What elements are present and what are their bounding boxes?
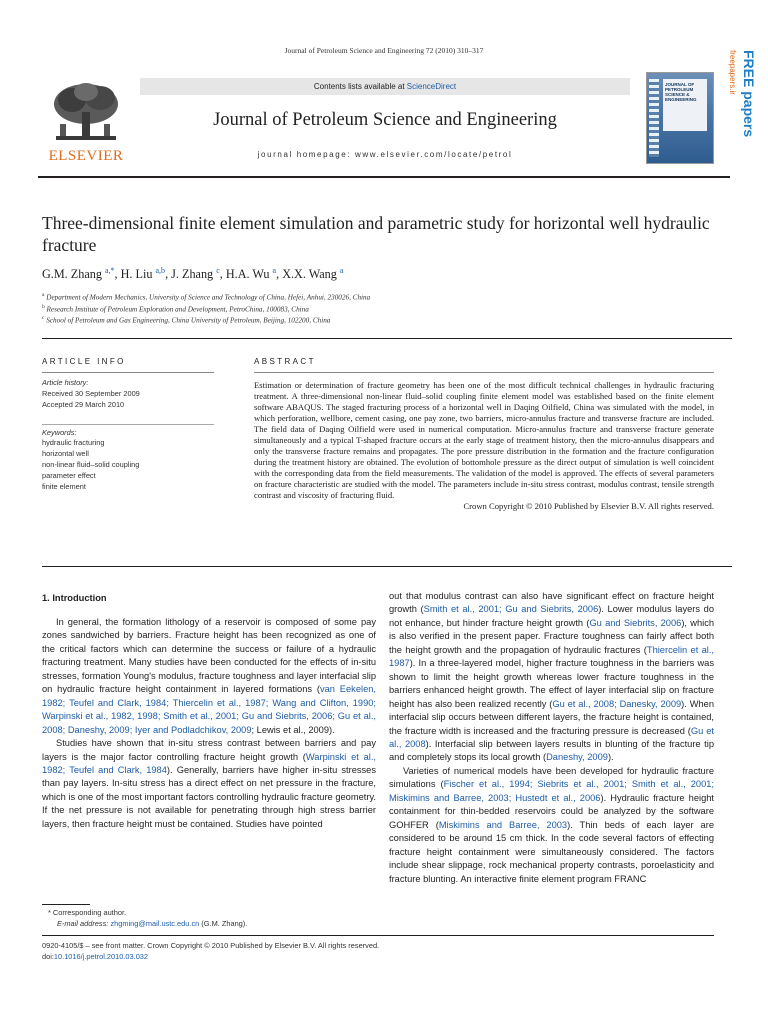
freepapers-sub-text: freepapers.ir [728, 50, 737, 95]
keywords-label: Keywords: [42, 428, 77, 437]
citation-link[interactable]: Fischer et al., 1994; Siebrits et al., 2001; Smith et al., 2001; Miskimins and Barree, 2003; Hustedt et al., 2006 [389, 779, 714, 803]
cover-title-panel [663, 79, 707, 131]
affiliation: $^c$ School of Petroleum and Gas Engineering, China University of Petroleum, Beijing, 102200, China [42, 315, 331, 325]
sciencedirect-link[interactable]: ScienceDirect [406, 82, 457, 91]
author-affil-marker[interactable]: a [339, 266, 344, 275]
bottom-rule [42, 935, 714, 936]
citation-link[interactable]: Miskimins and Barree, 2003 [438, 819, 568, 830]
keyword: non-linear fluid–solid coupling [42, 460, 140, 469]
author-affil-marker[interactable]: a,b [155, 266, 166, 275]
journal-cover-thumbnail[interactable] [646, 72, 714, 164]
cover-title-text: JOURNAL OF PETROLEUM SCIENCE & ENGINEERING [665, 82, 697, 102]
author-affil-marker[interactable]: c [216, 266, 220, 275]
citation-link[interactable]: Daneshy, 2009 [546, 752, 608, 763]
received-date: Received 30 September 2009 [42, 389, 140, 398]
body-paragraph: Studies have shown that in-situ stress contrast between barriers and pay layers is the major factor controlling fracture height growth (Warpinski et al., 1982; Teufel and Clark, 1984). Generally, barriers have higher in-situ stresses than pay layers. In-situ stress has a direct effect on net pressure in the fracture, which is one of the most important factors controlling hydraulic fracture geometry. If the net pressure is not available for penetrating through high stress barrier layers, then fracture height must be contained. Studies have pointed [42, 738, 376, 829]
doi-line: doi:10.1016/j.petrol.2010.03.032 [42, 952, 149, 961]
keyword: finite element [42, 482, 86, 491]
author-name[interactable]: X.X. Wang [282, 267, 337, 282]
masthead-rule [38, 176, 730, 178]
keywords-rule [42, 424, 214, 425]
affiliation: $^b$ Research Institute of Petroleum Exploration and Development, PetroChina, 100083, China [42, 304, 309, 314]
body-paragraph: Varieties of numerical models have been developed for hydraulic fracture simulations (Fischer et al., 1994; Siebrits et al., 2001; Smith et al., 2001; Miskimins and Barree, 2003; Hustedt et al., 2006). Hydraulic fracture height containment for thin-bedded reservoirs could be analyzed by the software GOHFER (Miskimins and Barree, 2003). Thin beds of each layer are considered to be around 15 cm thick. In the code several factors of effecting fracture height containment were simultaneously considered. The factors include shear slippage, rock mechanical property contrasts, poroelasticity and fracture blunting. An interactive finite element program FRANC [389, 765, 714, 884]
citation-link[interactable]: Gu et al., 2008; Danesky, 2009 [552, 698, 682, 709]
issn-line: 0920-4105/$ – see front matter. Crown Copyright © 2010 Published by Elsevier B.V. All rights reserved. [42, 941, 380, 950]
contents-prefix: Contents lists available at [313, 82, 407, 91]
keyword: hydraulic fracturing [42, 438, 105, 447]
elsevier-logo[interactable] [38, 78, 134, 173]
email-note: E-mail address: zhgming@mail.ustc.edu.cn (G.M. Zhang). [57, 919, 248, 928]
author-name[interactable]: H.A. Wu [225, 267, 270, 282]
body-paragraph: out that modulus contrast can also have significant effect on fracture height growth (Smith et al., 2001; Gu and Siebrits, 2006). Lower modulus layers do not enhance, but hinder fracture height growth (Gu and Siebrits, 2006), which is also verified in the present paper. Fracture toughness can fairly affect both the height growth and the propagation of hydraulic fractures (Thiercelin et al., 1987). In a three-layered model, higher fracture toughness in the barriers was shown to limit the height growth whereas lower fracture toughness in the barriers enhanced height growth. The effect of layer interfacial slip on fracture height has also been realized recently (Gu et al., 2008; Danesky, 2009). When interfacial slip occurs between different layers, the fracture height is contained, the fracture width is increased and the fracturing pressure is decreased (Gu et al., 2008). Interfacial slip between layers results in blunting of the fracture tip and completely stops its local growth (Daneshy, 2009). [389, 591, 715, 763]
body-column-left [42, 616, 376, 831]
keyword: parameter effect [42, 471, 96, 480]
abstract-bottom-rule [42, 566, 732, 567]
body-column-right [389, 590, 714, 886]
affiliation: $^a$ Department of Modern Mechanics, University of Science and Technology of China, Hefei, Anhui, 230026, China [42, 292, 371, 302]
citation-link[interactable]: van Eekelen, 1982; Teufel and Clark, 1984; Thiercelin et al., 1987; Wang and Clifton, 1990; Warpinski et al., 1982, 1998; Smith et al., 2001; Gu and Siebrits, 2006; Gu et al., 2008; Daneshy, 2009; Iyer and Podladchikov, 2009 [42, 684, 376, 735]
article-history-label: Article history: [42, 378, 89, 387]
abstract-rule [254, 372, 714, 373]
introduction-heading: 1. Introduction [42, 593, 107, 603]
abstract-text: Estimation or determination of fracture geometry has been one of the most difficult technical challenges in hydraulic fracturing treatment. A three-dimensional non-linear fluid–solid coupling finite element model was established based on the finite element software ABAQUS. The staged fracturing process of a horizontal well in Daqing Oilfield, China was simulated with the model, in which perforation, wellbore, cement casing, one pay zone, two barriers, micro-annulus fracture and transverse fracture are included. The field data of Daqing Oilfield were used in numerical computation. Micro-annulus fracture and transverse fracture generate simultaneously and a typical T-shaped fracture occurs at the early stage of treatment history, then the micro-annulus disappears and only the transverse fracture remains and propagates. The pore pressure distribution in the formation and the fracture configuration during the treatment history are obtained. The evolution of bottomhole pressure as the direct output of simulation is well coincident with the corresponding data from the field measurements. The validation of the model is approved. The effects of several parameters on fracture characteristic are studied with the model. The parameters include in-situ stress contrast, modulus contrast, tensile strength contrast and viscosity of fracturing fluid. [254, 380, 714, 500]
article-info-heading: ARTICLE INFO [42, 357, 126, 366]
journal-homepage[interactable]: journal homepage: www.elsevier.com/locate/petrol [257, 150, 513, 159]
section-rule [42, 338, 732, 339]
author-affil-marker[interactable]: a,* [104, 266, 115, 275]
elsevier-wordmark: ELSEVIER [48, 148, 124, 164]
journal-title: Journal of Petroleum Science and Engineering [213, 110, 557, 130]
paper-title: Three-dimensional finite element simulation and parametric study for horizontal well hydraulic fracture [42, 213, 710, 255]
abstract-heading: ABSTRACT [254, 357, 316, 366]
email-link[interactable]: zhgming@mail.ustc.edu.cn [110, 919, 200, 928]
masthead [38, 78, 632, 173]
journal-citation-line: Journal of Petroleum Science and Engineering 72 (2010) 310–317 [284, 46, 484, 55]
body-paragraph: In general, the formation lithology of a reservoir is composed of some pay zones sandwiched by barriers. Fracture height has been recognized as one of the critical factors which can determine the success or failure of a hydraulic fracturing treatment. Many studies have been conducted for the effects of in-situ stresses, formation Young's modulus, fracture toughness and layer interfacial slip on hydraulic fracture height containment in layered formations (van Eekelen, 1982; Teufel and Clark, 1984; Thiercelin et al., 1987; Wang and Clifton, 1990; Warpinski et al., 1982, 1998; Smith et al., 2001; Gu and Siebrits, 2006; Gu et al., 2008; Daneshy, 2009; Iyer and Podladchikov, 2009; Lewis et al., 2009). [42, 617, 376, 735]
corresponding-author-note: * Corresponding author. [48, 908, 127, 917]
doi-link[interactable]: 10.1016/j.petrol.2010.03.032 [53, 952, 149, 961]
journal-banner [140, 78, 630, 173]
author-name[interactable]: G.M. Zhang [42, 267, 102, 282]
contents-band [140, 78, 630, 95]
freepapers-banner[interactable] [722, 44, 757, 174]
author-affil-marker[interactable]: a [272, 266, 277, 275]
footnote-rule [42, 904, 90, 905]
citation-link[interactable]: Thiercelin et al., 1987 [389, 644, 715, 669]
abstract-body [254, 380, 714, 512]
citation-link[interactable]: Gu and Siebrits, 2006 [589, 617, 682, 628]
author-list: G.M. Zhang $^{a,*}$, H. Liu $^{a,b}$, J. Zhang $^c$, H.A. Wu $^a$, X.X. Wang $^a$ [42, 266, 344, 282]
freepapers-main-text: FREE papers [741, 50, 757, 138]
accepted-date: Accepted 29 March 2010 [42, 400, 125, 409]
author-name[interactable]: H. Liu [120, 267, 153, 282]
citation-link[interactable]: Gu et al., 2008 [389, 725, 714, 749]
article-info-rule [42, 372, 214, 373]
abstract-copyright: Crown Copyright © 2010 Published by Elsevier B.V. All rights reserved. [463, 501, 714, 511]
elsevier-tree-icon [50, 80, 122, 146]
keyword: horizontal well [42, 449, 89, 458]
author-name[interactable]: J. Zhang [171, 267, 214, 282]
cover-decoration [649, 79, 659, 157]
citation-link[interactable]: Smith et al., 2001; Gu and Siebrits, 2006 [423, 604, 599, 615]
citation-link[interactable]: Warpinski et al., 1982; Teufel and Clark, 1984 [42, 751, 376, 775]
